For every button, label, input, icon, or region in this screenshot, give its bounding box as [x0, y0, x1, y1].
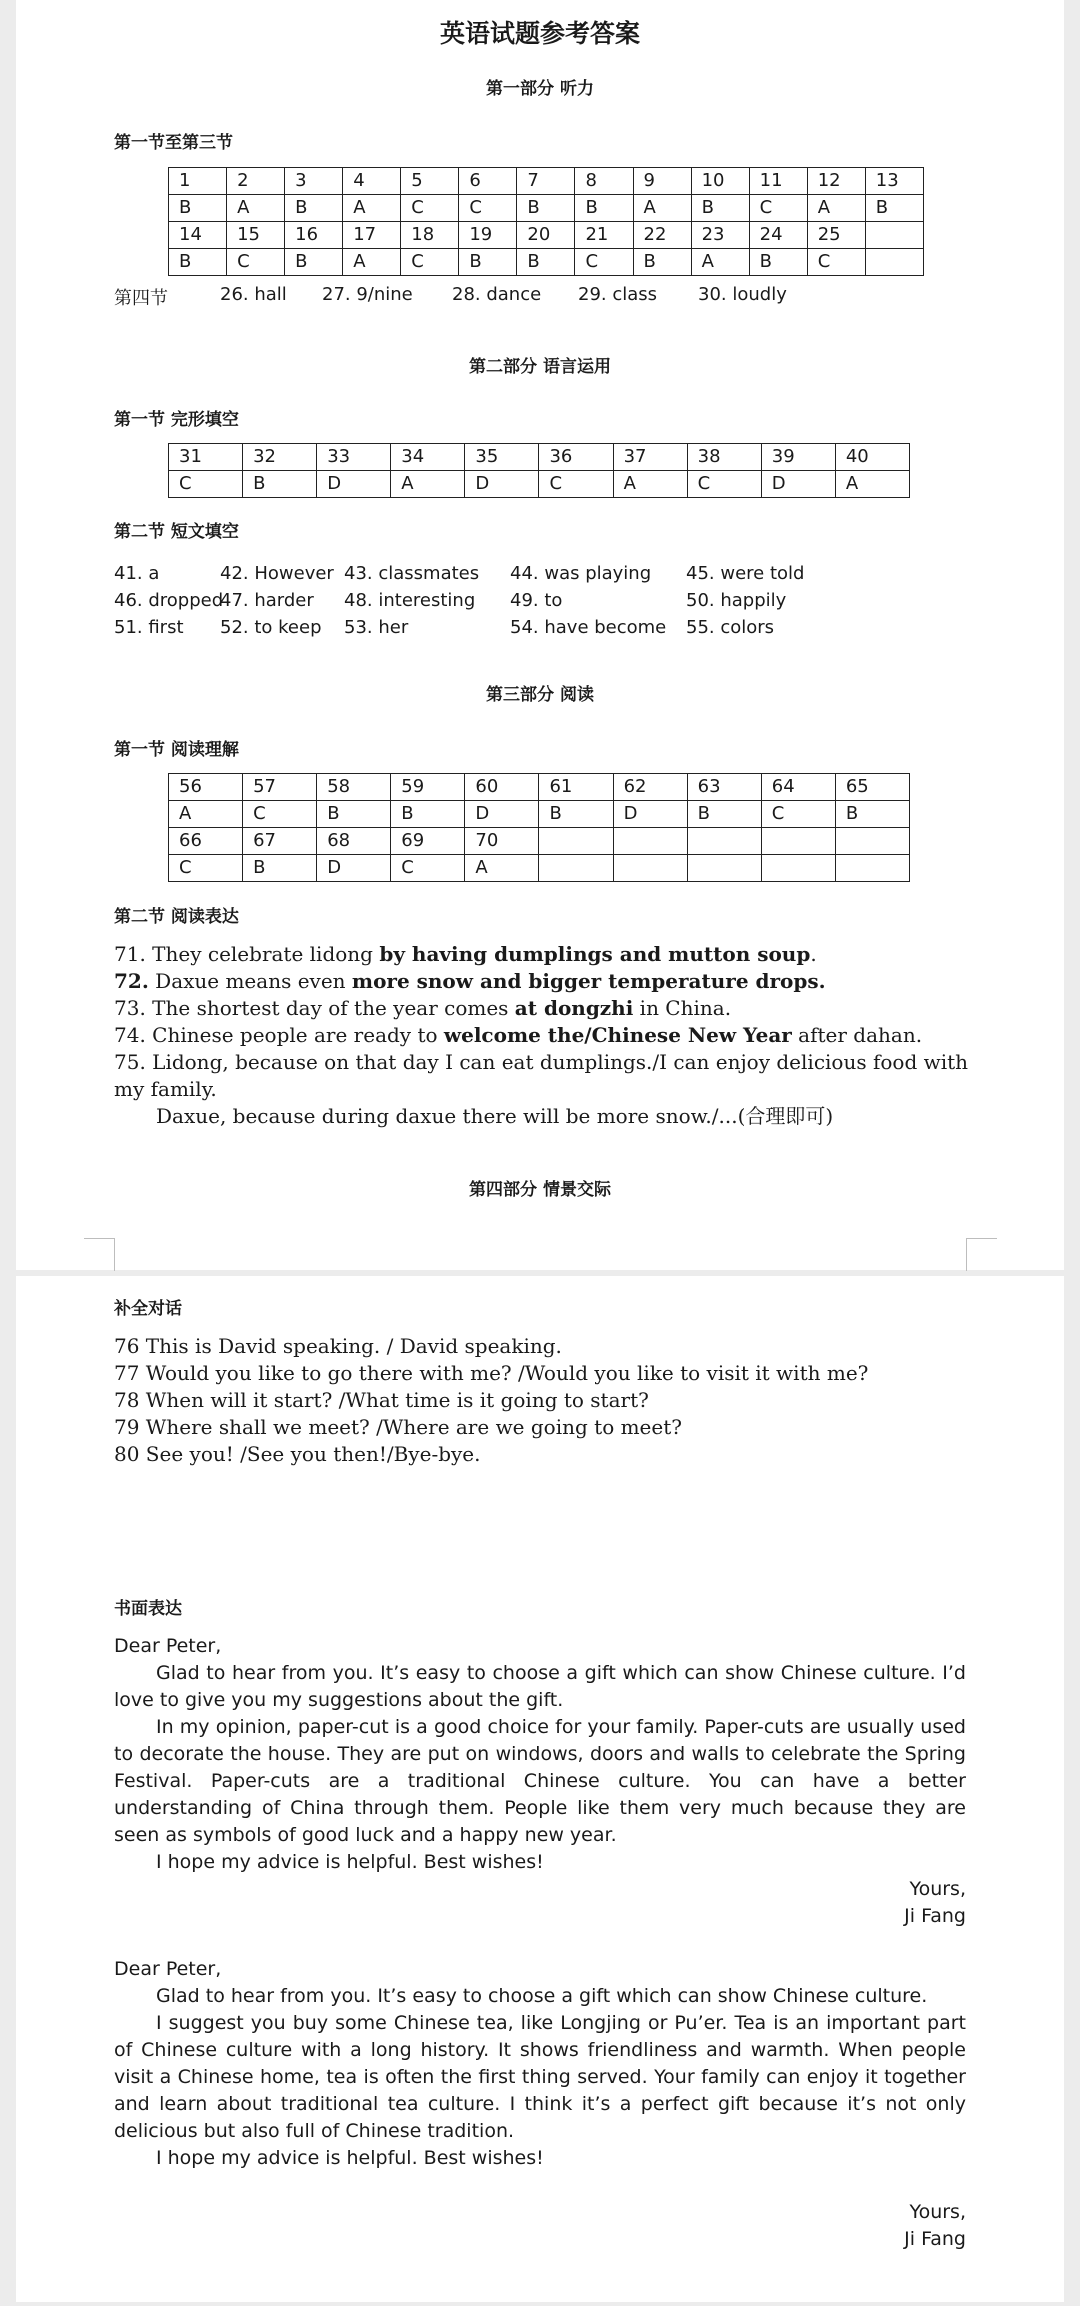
- letter-closing: Yours,: [909, 1878, 966, 1900]
- listening-cell: 4: [343, 168, 401, 195]
- listening-cell: B: [285, 249, 343, 276]
- reading-cell: C: [391, 855, 465, 882]
- cloze-cell: 38: [687, 444, 761, 471]
- cloze-cell: D: [761, 471, 835, 498]
- reading-cell: 56: [169, 774, 243, 801]
- listening-cell: 6: [459, 168, 517, 195]
- listening-cell: 12: [807, 168, 865, 195]
- letter-closing: Yours,: [909, 2201, 966, 2223]
- fill-answer: 47. harder: [220, 590, 314, 611]
- listening-cell: 2: [227, 168, 285, 195]
- listening-cell: A: [227, 195, 285, 222]
- listening-row: [169, 249, 924, 276]
- page-corner-mark: [966, 1238, 997, 1271]
- listening-cell: 25: [807, 222, 865, 249]
- fill-answer: 55. colors: [686, 617, 775, 638]
- fill-section-title: 第二节 短文填空: [114, 522, 239, 542]
- letter-sample-2: [114, 1956, 966, 2253]
- reading-cell: 62: [613, 774, 687, 801]
- cloze-cell: C: [687, 471, 761, 498]
- part1-heading: 第一部分 听力: [486, 79, 594, 99]
- cloze-cell: D: [317, 471, 391, 498]
- listening-cell: C: [575, 249, 633, 276]
- reading-cell: A: [465, 855, 539, 882]
- letter-paragraph: Glad to hear from you. It’s easy to choose a gift which can show Chinese culture.: [156, 1985, 928, 2007]
- listening-cell: B: [517, 195, 575, 222]
- listening-cell: 15: [227, 222, 285, 249]
- fill-answer: 48. interesting: [344, 590, 476, 611]
- cloze-cell: D: [465, 471, 539, 498]
- part4-heading: 第四部分 情景交际: [469, 1180, 611, 1200]
- reading-cell: A: [169, 801, 243, 828]
- reading-cell: D: [317, 855, 391, 882]
- listening-cell: B: [169, 195, 227, 222]
- listening-cell: 23: [691, 222, 749, 249]
- reading-cell: [687, 855, 761, 882]
- reading-cell: [539, 855, 613, 882]
- cloze-cell: B: [243, 471, 317, 498]
- answer-75-line2: my family.: [114, 1077, 217, 1101]
- listening-cell: C: [807, 249, 865, 276]
- listening-cell: 18: [401, 222, 459, 249]
- reading-cell: 64: [761, 774, 835, 801]
- listening-answer-table: [168, 167, 924, 276]
- fill-answer: 46. dropped: [114, 590, 224, 611]
- fill-answer: 45. were told: [686, 563, 805, 584]
- reading-cell: [539, 828, 613, 855]
- listening-cell: B: [749, 249, 807, 276]
- reading-cell: D: [613, 801, 687, 828]
- listening-cell: B: [575, 195, 633, 222]
- cloze-cell: 36: [539, 444, 613, 471]
- reading-row: [169, 801, 910, 828]
- listening-cell: [865, 249, 923, 276]
- reading-cell: 60: [465, 774, 539, 801]
- reading-cell: B: [243, 855, 317, 882]
- reading-cell: C: [761, 801, 835, 828]
- listening-cell: 3: [285, 168, 343, 195]
- part2-heading: 第二部分 语言运用: [469, 357, 611, 377]
- cloze-row: [169, 471, 910, 498]
- cloze-row: [169, 444, 910, 471]
- cloze-cell: 35: [465, 444, 539, 471]
- answer-75-line3: Daxue, because during daxue there will be more snow./...(合理即可): [156, 1104, 834, 1128]
- reading-cell: [835, 828, 909, 855]
- reading-cell: B: [317, 801, 391, 828]
- answer-73: 73. The shortest day of the year comes at dongzhi in China.: [114, 996, 732, 1020]
- cloze-cell: 39: [761, 444, 835, 471]
- listening-cell: A: [691, 249, 749, 276]
- fill-answer: 43. classmates: [344, 563, 480, 584]
- reading-cell: 66: [169, 828, 243, 855]
- section4-label: 第四节: [114, 288, 168, 309]
- listening-cell: B: [691, 195, 749, 222]
- letter-greeting: Dear Peter,: [114, 1635, 222, 1657]
- reading-answer-table: [168, 773, 910, 882]
- reading-cell: [835, 855, 909, 882]
- listening-cell: C: [401, 195, 459, 222]
- listening-cell: 7: [517, 168, 575, 195]
- cloze-cell: A: [835, 471, 909, 498]
- letter-signature: Ji Fang: [904, 2228, 966, 2250]
- page-corner-mark: [84, 1238, 115, 1271]
- answer-72: 72. Daxue means even more snow and bigger temperature drops.: [114, 969, 826, 993]
- letter-greeting: Dear Peter,: [114, 1958, 222, 1980]
- writing-title: 书面表达: [114, 1599, 182, 1619]
- reading-cell: [761, 828, 835, 855]
- listening-cell: B: [633, 249, 691, 276]
- listening-cell: 17: [343, 222, 401, 249]
- reading-cell: [613, 828, 687, 855]
- reading-cell: D: [465, 801, 539, 828]
- reading-cell: 63: [687, 774, 761, 801]
- letter-paragraph: Glad to hear from you. It’s easy to choose a gift which can show Chinese culture. I’d love to give you my suggestions about the gift.: [114, 1662, 966, 1711]
- listening-cell: 21: [575, 222, 633, 249]
- listening-cell: C: [401, 249, 459, 276]
- reading-cell: [761, 855, 835, 882]
- reading-cell: 70: [465, 828, 539, 855]
- letter-signature: Ji Fang: [904, 1905, 966, 1927]
- listening-cell: C: [749, 195, 807, 222]
- listening-cell: A: [343, 249, 401, 276]
- section4-answer: 27. 9/nine: [322, 284, 413, 305]
- answer-page-2: [16, 1276, 1064, 2302]
- listening-cell: B: [285, 195, 343, 222]
- fill-answer: 44. was playing: [510, 563, 652, 584]
- letter-paragraph: I hope my advice is helpful. Best wishes!: [156, 1851, 544, 1873]
- reading-cell: 69: [391, 828, 465, 855]
- letter-paragraph: I hope my advice is helpful. Best wishes!: [156, 2147, 544, 2169]
- listening-cell: 8: [575, 168, 633, 195]
- listening-cell: 19: [459, 222, 517, 249]
- reading-cell: 58: [317, 774, 391, 801]
- listening-cell: B: [459, 249, 517, 276]
- fill-answer: 41. a: [114, 563, 160, 584]
- fill-answer: 53. her: [344, 617, 409, 638]
- listening-row: [169, 222, 924, 249]
- reading-cell: 65: [835, 774, 909, 801]
- listening-row: [169, 168, 924, 195]
- listening-cell: [865, 222, 923, 249]
- letter-paragraph: In my opinion, paper-cut is a good choice for your family. Paper-cuts are usually used to decorate the house. They are put on windows, doors and walls to celebrate the Spring Festival. Paper-cuts are a traditional Chinese culture. You can have a better understanding of China through them. People like them very much because they are seen as symbols of good luck and a happy new year.: [114, 1716, 966, 1846]
- reading-cell: 61: [539, 774, 613, 801]
- listening-cell: 16: [285, 222, 343, 249]
- fill-answer: 49. to: [510, 590, 563, 611]
- listening-cell: 20: [517, 222, 575, 249]
- listening-cell: 22: [633, 222, 691, 249]
- reading-cell: 68: [317, 828, 391, 855]
- cloze-cell: 33: [317, 444, 391, 471]
- letter-sample-1: [114, 1633, 966, 1930]
- listening-cell: B: [865, 195, 923, 222]
- reading-cell: [613, 855, 687, 882]
- cloze-section-title: 第一节 完形填空: [114, 410, 239, 430]
- reading-row: [169, 855, 910, 882]
- dialogue-line: 77 Would you like to go there with me? /Would you like to visit it with me?: [114, 1361, 869, 1385]
- letter-paragraph: I suggest you buy some Chinese tea, like Longjing or Pu’er. Tea is an important part of Chinese culture with a long history. It shows friendliness and warmth. When people visit a Chinese home, tea is often the first thing served. Your family can enjoy it together and learn about traditional tea culture. I think it’s a perfect gift because it’s not only delicious but also full of Chinese tradition.: [114, 2012, 966, 2142]
- listening-cell: 1: [169, 168, 227, 195]
- fill-answer: 52. to keep: [220, 617, 322, 638]
- fill-answer: 42. However: [220, 563, 334, 584]
- dialogue-line: 79 Where shall we meet? /Where are we going to meet?: [114, 1415, 682, 1439]
- section4-answer: 30. loudly: [698, 284, 787, 305]
- reading-cell: 67: [243, 828, 317, 855]
- answer-74: 74. Chinese people are ready to welcome the/Chinese New Year after dahan.: [114, 1023, 923, 1047]
- reading-cell: B: [687, 801, 761, 828]
- listening-cell: A: [343, 195, 401, 222]
- page-title: 英语试题参考答案: [439, 19, 640, 48]
- fill-answer: 50. happily: [686, 590, 787, 611]
- fill-answer: 54. have become: [510, 617, 667, 638]
- reading-row: [169, 828, 910, 855]
- section4-answer: 29. class: [578, 284, 658, 305]
- listening-cell: B: [517, 249, 575, 276]
- cloze-cell: 37: [613, 444, 687, 471]
- expression-section-title: 第二节 阅读表达: [114, 907, 239, 927]
- reading-section-title: 第一节 阅读理解: [114, 740, 239, 760]
- reading-cell: 59: [391, 774, 465, 801]
- cloze-cell: 31: [169, 444, 243, 471]
- listening-cell: 9: [633, 168, 691, 195]
- listening-cell: 13: [865, 168, 923, 195]
- answer-page-1: [16, 0, 1064, 1270]
- listening-cell: C: [459, 195, 517, 222]
- section4-answer: 26. hall: [220, 284, 287, 305]
- reading-cell: C: [169, 855, 243, 882]
- fill-answer: 51. first: [114, 617, 184, 638]
- section4-answer: 28. dance: [452, 284, 542, 305]
- cloze-cell: 34: [391, 444, 465, 471]
- listening-cell: B: [169, 249, 227, 276]
- reading-row: [169, 774, 910, 801]
- reading-cell: 57: [243, 774, 317, 801]
- reading-cell: B: [539, 801, 613, 828]
- part1-section-title: 第一节至第三节: [114, 133, 233, 153]
- dialogue-line: 76 This is David speaking. / David speaking.: [114, 1334, 562, 1358]
- answer-71: 71. They celebrate lidong by having dumplings and mutton soup.: [114, 942, 817, 966]
- dialogue-line: 80 See you! /See you then!/Bye-bye.: [114, 1442, 481, 1466]
- listening-cell: 10: [691, 168, 749, 195]
- part3-heading: 第三部分 阅读: [486, 685, 594, 705]
- cloze-cell: 40: [835, 444, 909, 471]
- cloze-cell: A: [391, 471, 465, 498]
- dialogue-line: 78 When will it start? /What time is it going to start?: [114, 1388, 649, 1412]
- cloze-cell: C: [539, 471, 613, 498]
- cloze-cell: 32: [243, 444, 317, 471]
- cloze-cell: C: [169, 471, 243, 498]
- reading-cell: B: [391, 801, 465, 828]
- reading-cell: B: [835, 801, 909, 828]
- listening-row: [169, 195, 924, 222]
- listening-cell: A: [807, 195, 865, 222]
- cloze-answer-table: [168, 443, 910, 498]
- dialogue-title: 补全对话: [114, 1299, 182, 1319]
- listening-cell: 11: [749, 168, 807, 195]
- listening-cell: C: [227, 249, 285, 276]
- answer-75-line1: 75. Lidong, because on that day I can eat dumplings./I can enjoy delicious food with: [114, 1050, 969, 1074]
- reading-cell: C: [243, 801, 317, 828]
- listening-cell: 14: [169, 222, 227, 249]
- reading-cell: [687, 828, 761, 855]
- listening-cell: 24: [749, 222, 807, 249]
- listening-cell: A: [633, 195, 691, 222]
- cloze-cell: A: [613, 471, 687, 498]
- listening-cell: 5: [401, 168, 459, 195]
